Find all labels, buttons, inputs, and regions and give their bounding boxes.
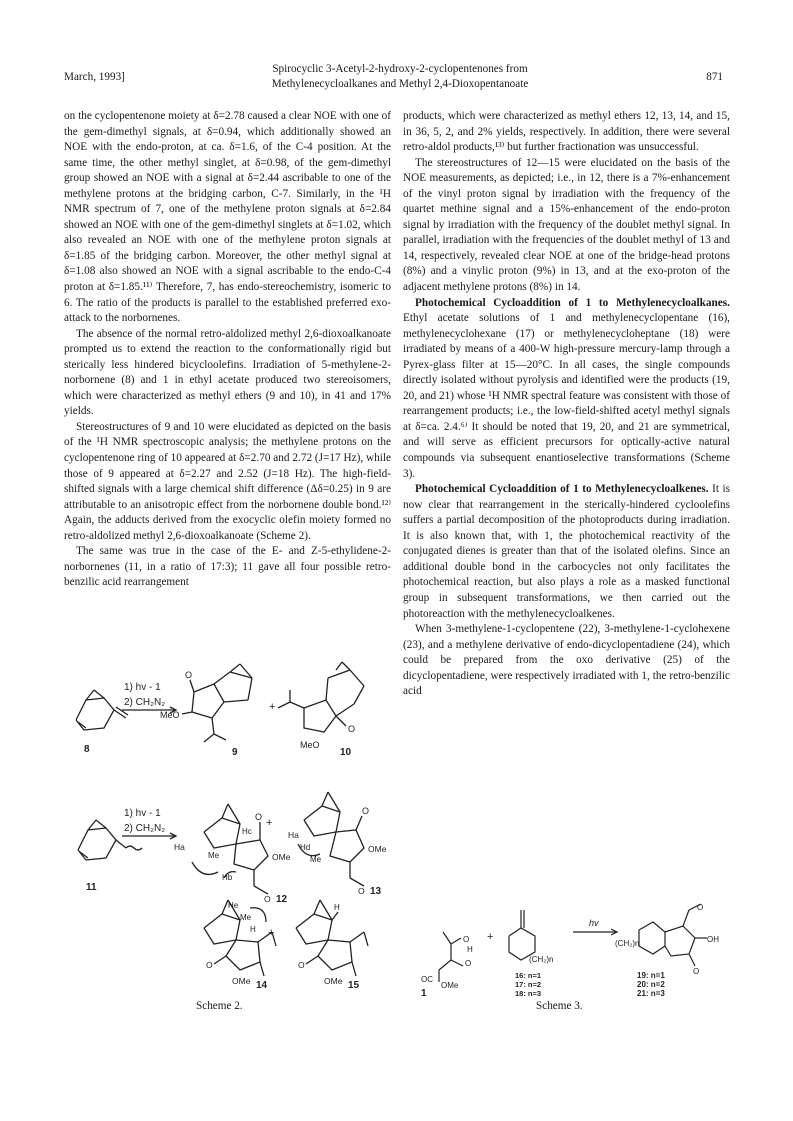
right-paragraph-4-body: It is now clear that rearrangement in the sterically-hindered cycloolefins suffers a partial decomposition of the photoproducts during irradiation. It is also known that, with 1, the photochemical reactivity of the conjugated dienes is greater than that of the isolated olefins. Since an additional double bond in the carbocycles not only facilitates the photochemical reaction, but also plays a role as a masked functional group in subsequent transformations, we then carried out the photoreaction with the methylenecycloalkenes. [403, 483, 730, 620]
structure-19-21-oh: OH [707, 935, 719, 944]
step-1a: 1) hv - 1 [124, 682, 161, 693]
left-column [64, 109, 391, 591]
structure-14-me: Me [240, 913, 252, 922]
structure-1 [439, 932, 463, 982]
scheme-3-caption: Scheme 3. [536, 1000, 583, 1012]
left-paragraph-3: Stereostructures of 9 and 10 were elucidated as depicted on the basis of the ¹H NMR spectroscopic analysis; the methylene protons on the cyclopentenone ring of 10 appeared at δ=2.70 and 2.72 (J=17 Hz), while those of 9 appeared at δ=2.27 and 2.52 (J=18 Hz). The high-field-shifted signals with a large chemical shift difference (Δδ=0.25) in 9 are attributable to an anisotropic effect from the norbornene double bond.¹²⁾ Again, the adducts derived from the exocyclic olefin moiety formed no retro-aldolized methyl 2,6-dioxoalkanoate (Scheme 2). [64, 420, 391, 542]
structure-14-ome: OMe [232, 976, 251, 986]
structure-14-he: He [228, 901, 239, 910]
structure-1-oc: OC [421, 975, 433, 984]
compound-label-15: 15 [348, 980, 360, 991]
compound-label-1: 1 [421, 988, 427, 999]
compound-label-11: 11 [86, 882, 97, 893]
label-19: 19: n=1 [637, 971, 665, 980]
structure-12-hb: Hb [222, 873, 233, 882]
right-paragraph-2: The stereostructures of 12—15 were elucidated on the basis of the NOE measurements, as depicted; i.e., in 12, there is a 7%-enhancement of the vinyl proton signal by irradiation with the frequency of the quartet methine signal and a 15%-enhancement of the endo-proton signal by irradiation with the frequency of the doublet methyl signal. In parallel, irradiation with the frequencies of the doublet methyl of 13 and 14, respectively, revealed clear NOE at one of the bridge-head protons (8%) and a vinylic proton (9%) in 13, and at the exo-proton of the adjacent methylene protons (8%) in 14. [403, 156, 730, 294]
label-17: 17: n=2 [515, 980, 542, 989]
right-paragraph-1: products, which were characterized as methyl ethers 12, 13, 14, and 15, in 36, 5, 2, and 2% yields, respectively. In addition, there were several retro-aldol products,¹³⁾ but further fractionation was unsuccessful. [403, 110, 730, 154]
section-heading-methylenecycloalkenes: Photochemical Cycloaddition of 1 to Methylenecycloalkenes. [415, 483, 709, 496]
right-column [403, 109, 730, 700]
structure-19-21-ch2n: (CH₂)n [615, 939, 640, 948]
right-paragraph-5: When 3-methylene-1-cyclopentene (22), 3-methylene-1-cyclohexene (23), and a methylene derivative of endo-dicyclopentadiene (24), which could be prepared from the oxo derivative (25) of the dicyclopentadiene, were respectively irradiated with 1, the retro-benzilic acid [403, 623, 730, 698]
plus-sign-3: + [268, 927, 275, 939]
label-16: 16: n=1 [515, 971, 542, 980]
compound-label-12: 12 [276, 894, 288, 905]
running-header-title [200, 62, 600, 92]
svg-text:O: O [255, 812, 263, 822]
structure-14-h: H [250, 925, 256, 934]
structure-19-21-o-top: O [697, 903, 704, 912]
right-paragraph-3 [403, 296, 730, 483]
structure-15-o: O [298, 960, 305, 970]
structure-13-ome: OMe [368, 844, 387, 854]
structure-19-21-o-bottom: O [693, 967, 700, 976]
structure-16-18 [509, 910, 535, 960]
structure-12-o: O [264, 894, 271, 904]
scheme-3-hv: hv [589, 918, 599, 928]
structure-12-me: Me [208, 851, 220, 860]
svg-text:O: O [185, 670, 193, 680]
scheme-2-caption: Scheme 2. [196, 1000, 243, 1012]
structure-9 [182, 664, 252, 742]
structure-12-ome: OMe [272, 852, 291, 862]
structure-12-ha: Ha [174, 842, 185, 852]
page-number: 871 [706, 71, 723, 83]
plus-sign-1: + [269, 701, 276, 713]
label-20: 20: n=2 [637, 980, 665, 989]
structure-1-o-bottom: O [465, 959, 472, 968]
structure-8 [76, 690, 128, 730]
running-header-title-line2: Methylenecycloalkanes and Methyl 2,4-Dioxopentanoate [271, 78, 529, 90]
svg-text:O: O [348, 724, 356, 734]
step-2b: 2) CH₂N₂ [124, 823, 166, 834]
step-2a: 1) hv - 1 [124, 808, 161, 819]
structure-1-h: H [467, 945, 473, 954]
label-18: 18: n=3 [515, 989, 542, 998]
structure-9-meo: MeO [160, 710, 180, 720]
structure-15-ome: OMe [324, 976, 343, 986]
structure-10-meo: MeO [300, 740, 320, 750]
structure-13-o: O [358, 886, 365, 896]
label-21: 21: n=3 [637, 989, 665, 998]
structure-19-21 [639, 904, 707, 966]
running-header-title-line1: Spirocyclic 3-Acetyl-2-hydroxy-2-cyclopentenones from [272, 63, 528, 75]
structure-14-o: O [206, 960, 213, 970]
svg-text:O: O [362, 806, 370, 816]
scheme-3-figure [403, 900, 733, 1000]
plus-sign-2: + [266, 817, 273, 829]
section-heading-methylenecycloalkanes: Photochemical Cycloaddition of 1 to Methylenecycloalkanes. [415, 296, 730, 309]
structure-13 [298, 792, 369, 886]
compound-label-9: 9 [232, 747, 238, 758]
structure-12-hc: Hc [242, 827, 252, 836]
left-paragraph-2: The absence of the normal retro-aldolized methyl 2,6-dioxoalkanoate prompted us to extend the reaction to the conformationally rigid but sterically less hindered bicycloolefins. Irradiation of 5-methylene-2-norbornene (8) and 1 in ethyl acetate produced two stereoisomers, which were characterized as methyl ethers (9 and 10), in 41 and 17% yields. [64, 327, 391, 418]
running-header-date: March, 1993] [64, 71, 125, 83]
right-paragraph-4 [403, 482, 730, 622]
structure-1-o-top: O [463, 935, 470, 944]
structure-13-ha: Ha [288, 830, 299, 840]
compound-label-14: 14 [256, 980, 268, 991]
structure-15-h: H [334, 903, 340, 912]
structure-16-18-ch2n: (CH₂)n [529, 955, 554, 964]
compound-label-10: 10 [340, 747, 352, 758]
compound-label-8: 8 [84, 744, 90, 755]
left-paragraph-4: The same was true in the case of the E- and Z-5-ethylidene-2-norbornenes (11, in a ratio of 17:3); 11 gave all four possible retro-benzilic acid rearrangement [64, 545, 391, 589]
left-paragraph-1: on the cyclopentenone moiety at δ=2.78 caused a clear NOE with one of the gem-dimethyl signals, at δ=0.94, which additionally showed an NOE with the endo-proton, at ca. δ=1.6, of the C-4 position. At the same time, the other methyl singlet, at δ=0.98, of the gem-dimethyl group showed an NOE with a signal at δ=2.44 ascribable to one of the methylene protons at the bridging carbon, C-7. Similarly, in the ¹H NMR spectrum of 7, one of the methylene proton signals at δ=2.84 showed an NOE with one of the gem-dimethyl singlets at δ=1.02, which also revealed an NOE with one of the methylene proton signals at δ=1.85 of the bridging carbon. Moreover, the other methyl signal at δ=1.08 also showed an NOE with a signal ascribable to the endo-C-4 proton at δ=1.85.¹¹⁾ Therefore, 7, has endo-stereochemistry, isomeric to 6. The ratio of the products is parallel to the established preferred exo-attack to the norbornenes. [64, 110, 391, 325]
right-paragraph-3-body: Ethyl acetate solutions of 1 and methylenecyclopentane (16), methylenecyclohexane (17) or methylenecycloheptane (18) were irradiated by means of a 400-W high-pressure mercury-lamp through a Pyrex-glass filter at 15—20°C. In all cases, the single compounds directly isolated without pyrolysis and identified were the products (19, 20, and 21) whose ¹H NMR spectral feature was consistent with those of rearrangement products; i.e., the low-field-shifted acetyl methyl signals at δ=ca. 2.4.⁶⁾ It should be noted that 19, 20, and 21 are symmetrical, and will serve as efficient precursors for optically-active natural compounds via subsequent enantioselective transformations (Scheme 3). [403, 312, 730, 480]
compound-label-13: 13 [370, 886, 382, 897]
step-1b: 2) CH₂N₂ [124, 697, 166, 708]
scheme-2-figure [64, 650, 394, 995]
structure-10 [278, 662, 364, 734]
structure-15 [296, 900, 368, 976]
structure-1-ome: OMe [441, 981, 459, 990]
structure-13-me: Me [310, 855, 322, 864]
structure-13-hd: Hd [300, 843, 311, 852]
scheme-3-plus: + [487, 931, 494, 943]
structure-14 [204, 900, 276, 976]
